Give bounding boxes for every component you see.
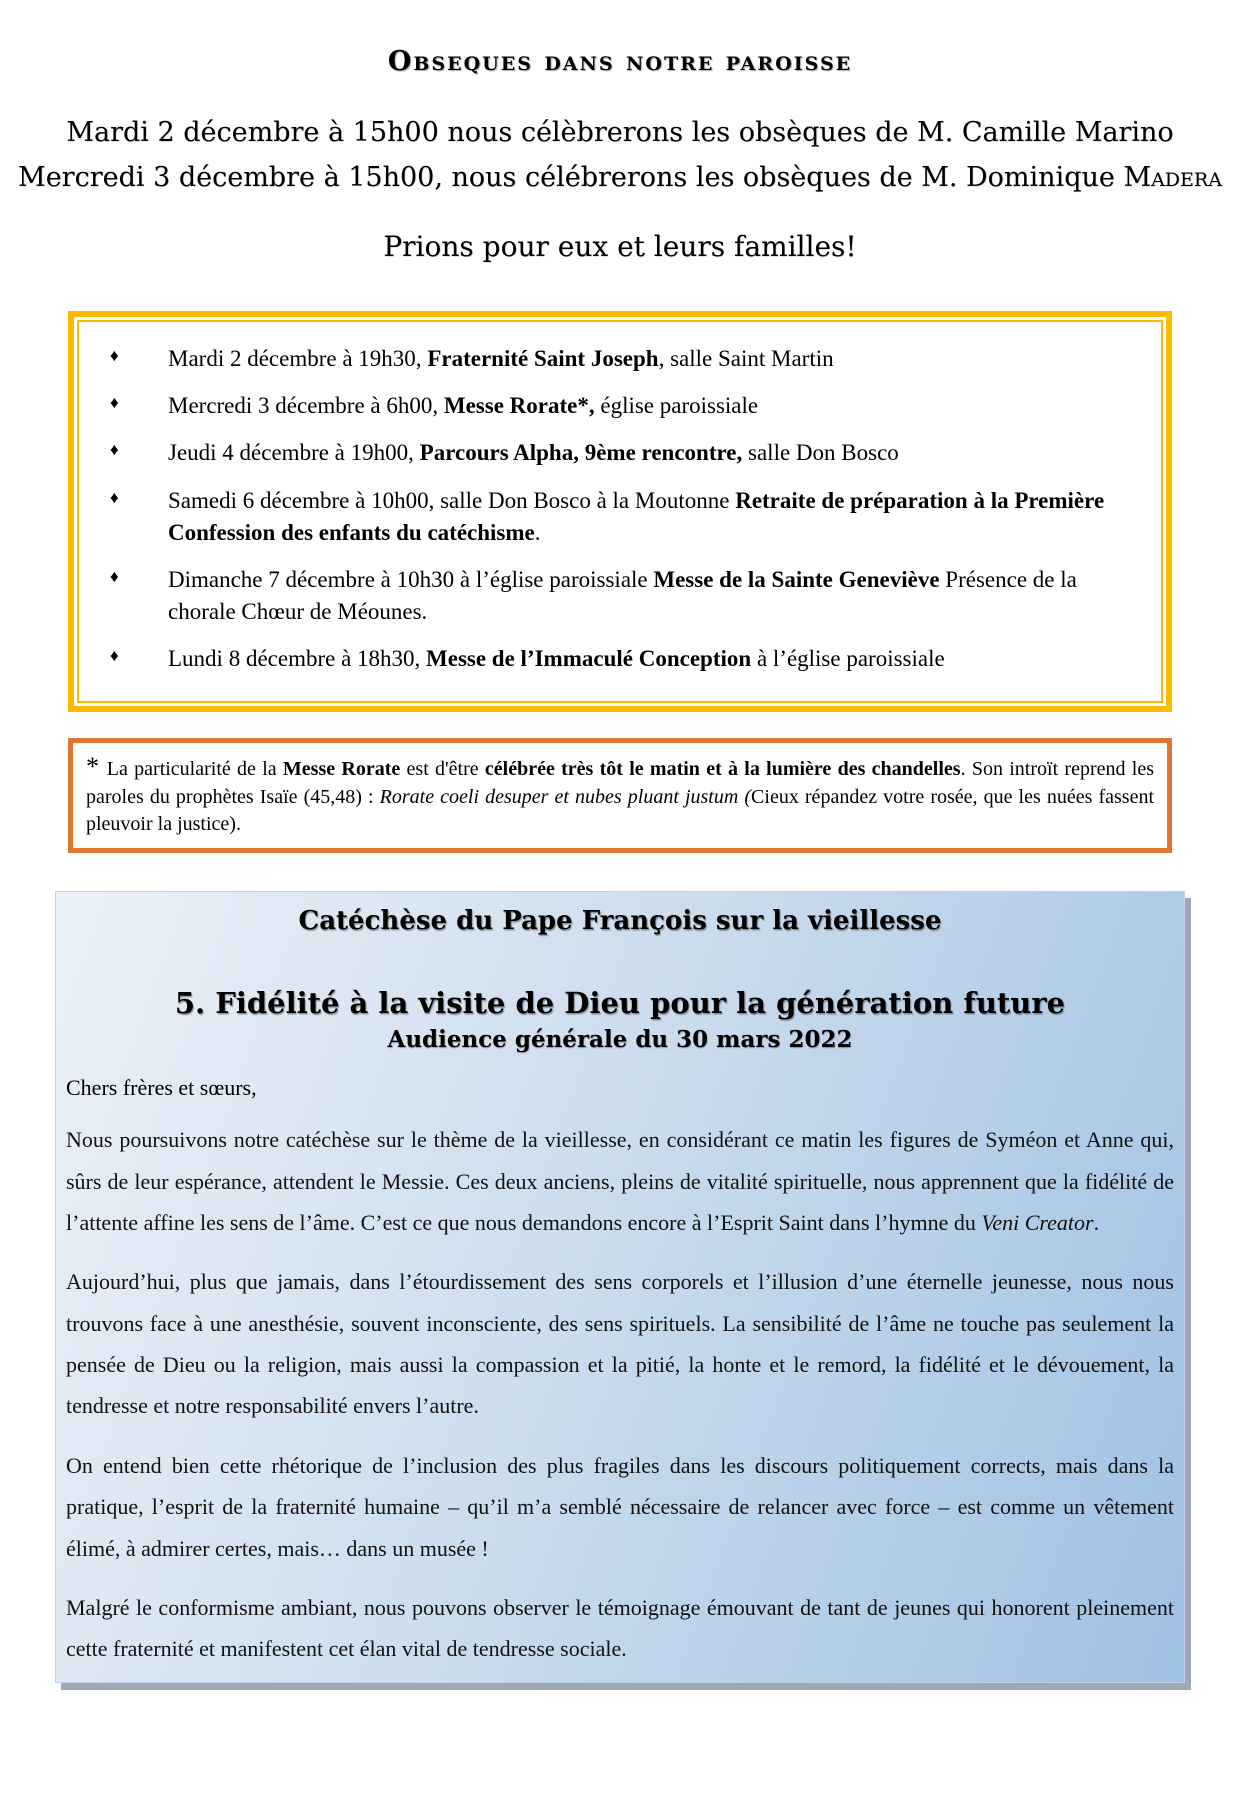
catechesis-paragraph: Aujourd’hui, plus que jamais, dans l’étourdissement des sens corporels et l’illusion d’une éternelle jeunesse, nous nous trouvons face à une anesthésie, souvent inconsciente, des sens spirituels. La sensibilité de l’âme ne touche pas seulement la pensée de Dieu ou la religion, mais aussi la compassion et la pitié, la honte et le remord, la fidélité et le dévouement, la tendresse et notre responsabilité envers l’autre. xyxy=(66,1269,1174,1419)
page-title: Obseques dans notre paroisse xyxy=(387,46,853,77)
event-item xyxy=(90,390,1138,422)
rorate-note-box xyxy=(68,738,1172,854)
rorate-note-text: * La particularité de la Messe Rorate est d'être célébrée très tôt le matin et à la lumière des chandelles. Son introït reprend les paroles du prophètes Isaïe (45,48) : Rorate coeli desuper et nubes pluant justum (Cieux répandez votre rosée, que les nuées fassent pleuvoir la justice). xyxy=(86,751,1155,836)
events-list xyxy=(90,343,1138,676)
event-item xyxy=(90,343,1138,375)
catechesis-paragraph: On entend bien cette rhétorique de l’inclusion des plus fragiles dans les discours politiquement corrects, mais dans la pratique, l’esprit de la fraternité humaine – qu’il m’a semblé nécessaire de relancer avec force – est comme un vêtement élimé, à admirer certes, mais… dans un musée ! xyxy=(66,1452,1174,1561)
diamond-bullet-icon: ♦ xyxy=(110,487,119,507)
diamond-bullet-icon: ♦ xyxy=(110,567,119,587)
event-item-text: Lundi 8 décembre à 18h30, Messe de l’Immaculé Conception à l’église paroissiale xyxy=(168,646,945,672)
diamond-bullet-icon: ♦ xyxy=(110,393,119,413)
diamond-bullet-icon: ♦ xyxy=(110,440,119,460)
funeral-announcement-1: Mardi 2 décembre à 15h00 nous célèbrerons les obsèques de M. Camille Marino xyxy=(66,117,1174,148)
catechesis-heading: 5. Fidélité à la visite de Dieu pour la génération future xyxy=(174,986,1066,1021)
event-item xyxy=(90,643,1138,675)
catechesis-title: Catéchèse du Pape François sur la vieillesse xyxy=(298,906,942,937)
catechesis-box xyxy=(55,891,1185,1682)
catechesis-subheading: Audience générale du 30 mars 2022 xyxy=(387,1026,853,1054)
catechesis-paragraph: Malgré le conformisme ambiant, nous pouvons observer le témoignage émouvant de tant de jeunes qui honorent pleinement cette fraternité et manifestent cet élan vital de tendresse sociale. xyxy=(66,1594,1174,1662)
event-item xyxy=(90,564,1138,628)
event-item-text: Dimanche 7 décembre à 10h30 à l’église paroissiale Messe de la Sainte Geneviève Présence de la chorale Chœur de Méounes. xyxy=(168,567,1077,625)
parish-bulletin-page xyxy=(0,46,1240,1800)
event-item xyxy=(90,437,1138,469)
catechesis-paragraph: Nous poursuivons notre catéchèse sur le thème de la vieillesse, en considérant ce matin les figures de Syméon et Anne qui, sûrs de leur espérance, attendent le Messie. Ces deux anciens, pleins de vitalité spirituelle, nous apprennent que la fidélité de l’attente affine les sens de l’âme. C’est ce que nous demandons encore à l’Esprit Saint dans l’hymne du Veni Creator. xyxy=(66,1127,1174,1236)
diamond-bullet-icon: ♦ xyxy=(110,646,119,666)
event-item xyxy=(90,485,1138,549)
event-item-text: Jeudi 4 décembre à 19h00, Parcours Alpha, 9ème rencontre, salle Don Bosco xyxy=(168,440,899,466)
events-box xyxy=(68,311,1172,712)
event-item-text: Samedi 6 décembre à 10h00, salle Don Bosco à la Moutonne Retraite de préparation à la Première Confession des enfants du catéchisme. xyxy=(168,487,1105,545)
salutation-line: Chers frères et sœurs, xyxy=(66,1075,257,1101)
event-item-text: Mardi 2 décembre à 19h30, Fraternité Saint Joseph, salle Saint Martin xyxy=(168,346,834,372)
funeral-announcements xyxy=(0,111,1240,200)
prayer-line: Prions pour eux et leurs familles! xyxy=(383,230,857,264)
diamond-bullet-icon: ♦ xyxy=(110,346,119,366)
funeral-announcement-2: Mercredi 3 décembre à 15h00, nous célébrerons les obsèques de M. Dominique Madera xyxy=(18,161,1222,193)
event-item-text: Mercredi 3 décembre à 6h00, Messe Rorate*, église paroissiale xyxy=(168,393,759,419)
